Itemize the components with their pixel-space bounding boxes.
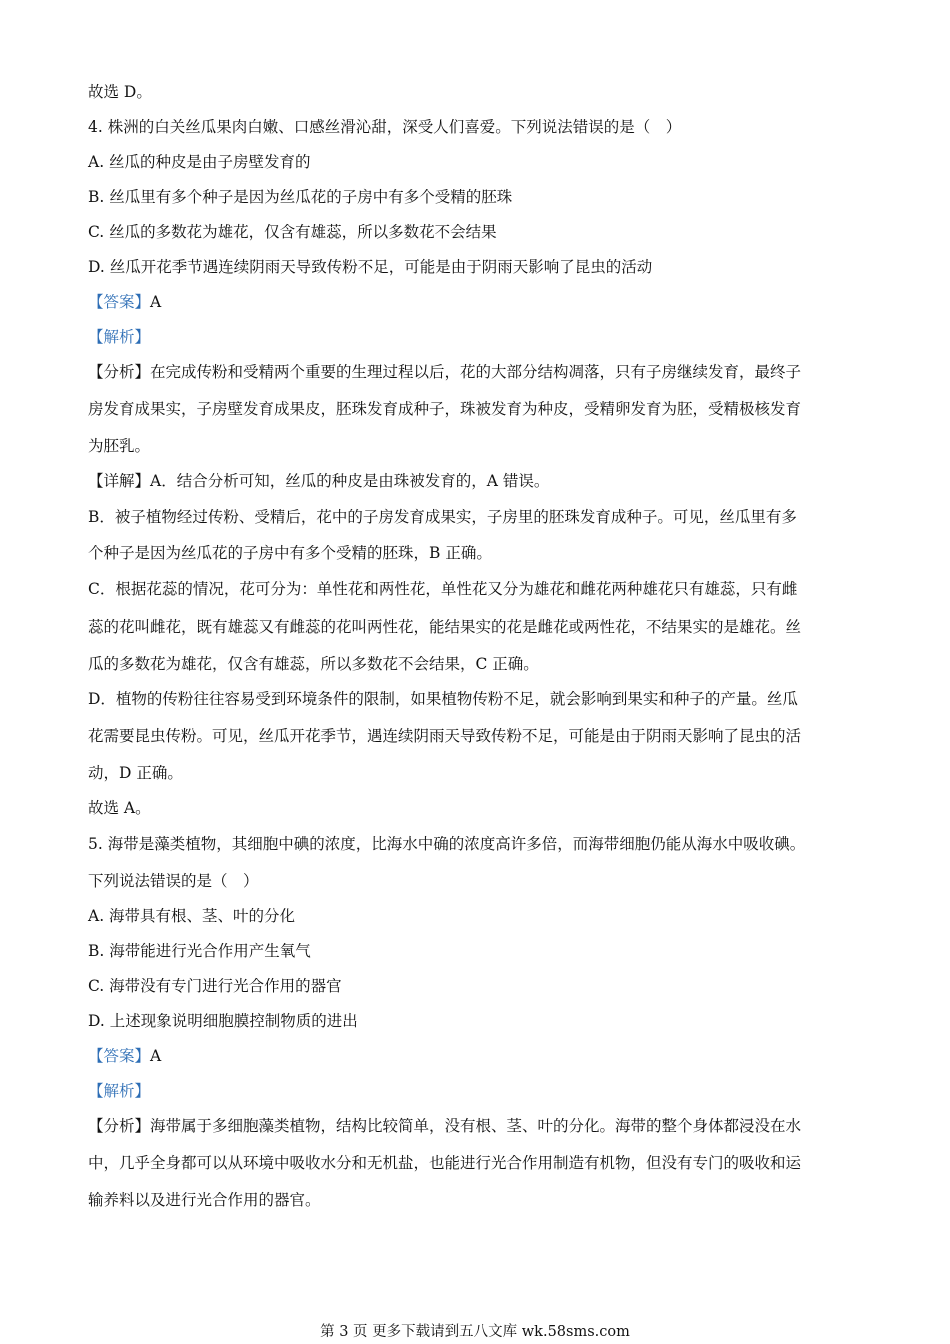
question-4-stem: 4. 株洲的白关丝瓜果肉白嫩、口感丝滑沁甜，深受人们喜爱。下列说法错误的是（ ） xyxy=(88,118,682,136)
question-5-option-b: B. 海带能进行光合作用产生氧气 xyxy=(88,942,311,960)
fenxi-text: 在完成传粉和受精两个重要的生理过程以后，花的大部分结构凋落，只有子房继续发育，最终子 xyxy=(150,363,802,381)
question-5-stem-cont: 下列说法错误的是（ ） xyxy=(88,872,259,890)
question-5-option-a: A. 海带具有根、茎、叶的分化 xyxy=(88,907,296,925)
question-4-option-d: D. 丝瓜开花季节遇连续阴雨天导致传粉不足，可能是由于阴雨天影响了昆虫的活动 xyxy=(88,258,653,276)
answer-value: A xyxy=(150,293,162,311)
text-line: 故选 A。 xyxy=(88,799,151,817)
xiangjie-tag: 【详解】 xyxy=(88,472,151,490)
answer-line xyxy=(88,1046,161,1066)
answer-tag: 【答案】 xyxy=(88,1047,151,1065)
text-line: 房发育成果实，子房壁发育成果皮，胚珠发育成种子，珠被发育为种皮，受精卵发育为胚，受精极核发育 xyxy=(88,400,802,418)
page-footer: 第 3 页 更多下载请到五八文库 wk.58sms.com xyxy=(320,1324,630,1340)
text-line: 故选 D。 xyxy=(88,83,152,101)
fenxi-tag: 【分析】 xyxy=(88,1117,151,1135)
detail-paragraph xyxy=(88,471,549,491)
analysis-tag: 【解析】 xyxy=(88,328,151,346)
analysis-line xyxy=(88,327,150,347)
fenxi-tag: 【分析】 xyxy=(88,363,151,381)
question-5-stem: 5. 海带是藻类植物，其细胞中碘的浓度，比海水中确的浓度高许多倍，而海带细胞仍能从海水中吸收碘。 xyxy=(88,835,806,853)
text-line: 为胚乳。 xyxy=(88,437,151,455)
text-line: 蕊的花叫雌花，既有雄蕊又有雌蕊的花叫两性花，能结果实的花是雌花或两性花，不结果实的是雄花。丝 xyxy=(88,618,802,636)
answer-tag: 【答案】 xyxy=(88,293,151,311)
text-line: 动，D 正确。 xyxy=(88,764,183,782)
analysis-line xyxy=(88,1081,150,1101)
question-5-option-d: D. 上述现象说明细胞膜控制物质的进出 xyxy=(88,1012,358,1030)
question-4-option-a: A. 丝瓜的种皮是由子房壁发育的 xyxy=(88,153,311,171)
text-line: 花需要昆虫传粉。可见，丝瓜开花季节，遇连续阴雨天导致传粉不足，可能是由于阴雨天影响了昆虫的活 xyxy=(88,727,802,745)
analysis-paragraph xyxy=(88,1116,801,1136)
text-line: D．植物的传粉往往容易受到环境条件的限制，如果植物传粉不足，就会影响到果实和种子的产量。丝瓜 xyxy=(88,690,798,708)
question-4-option-c: C. 丝瓜的多数花为雄花，仅含有雄蕊，所以多数花不会结果 xyxy=(88,223,497,241)
text-line: 瓜的多数花为雄花，仅含有雄蕊，所以多数花不会结果，C 正确。 xyxy=(88,655,539,673)
xiangjie-text: A．结合分析可知，丝瓜的种皮是由珠被发育的，A 错误。 xyxy=(150,472,550,490)
analysis-paragraph xyxy=(88,362,801,382)
text-line: B．被子植物经过传粉、受精后，花中的子房发育成果实，子房里的胚珠发育成种子。可见，丝瓜里有多 xyxy=(88,508,797,526)
analysis-tag: 【解析】 xyxy=(88,1082,151,1100)
answer-line xyxy=(88,292,161,312)
text-line: 输养料以及进行光合作用的器官。 xyxy=(88,1191,321,1209)
question-4-option-b: B. 丝瓜里有多个种子是因为丝瓜花的子房中有多个受精的胚珠 xyxy=(88,188,513,206)
text-line: C．根据花蕊的情况，花可分为：单性花和两性花，单性花又分为雄花和雌花两种雄花只有雄蕊，只有雌 xyxy=(88,580,798,598)
text-line: 个种子是因为丝瓜花的子房中有多个受精的胚珠，B 正确。 xyxy=(88,544,492,562)
text-line: 中，几乎全身都可以从环境中吸收水分和无机盐，也能进行光合作用制造有机物，但没有专门的吸收和运 xyxy=(88,1154,802,1172)
answer-value: A xyxy=(150,1047,162,1065)
fenxi-text: 海带属于多细胞藻类植物，结构比较简单，没有根、茎、叶的分化。海带的整个身体都浸没在水 xyxy=(150,1117,802,1135)
question-5-option-c: C. 海带没有专门进行光合作用的器官 xyxy=(88,977,342,995)
